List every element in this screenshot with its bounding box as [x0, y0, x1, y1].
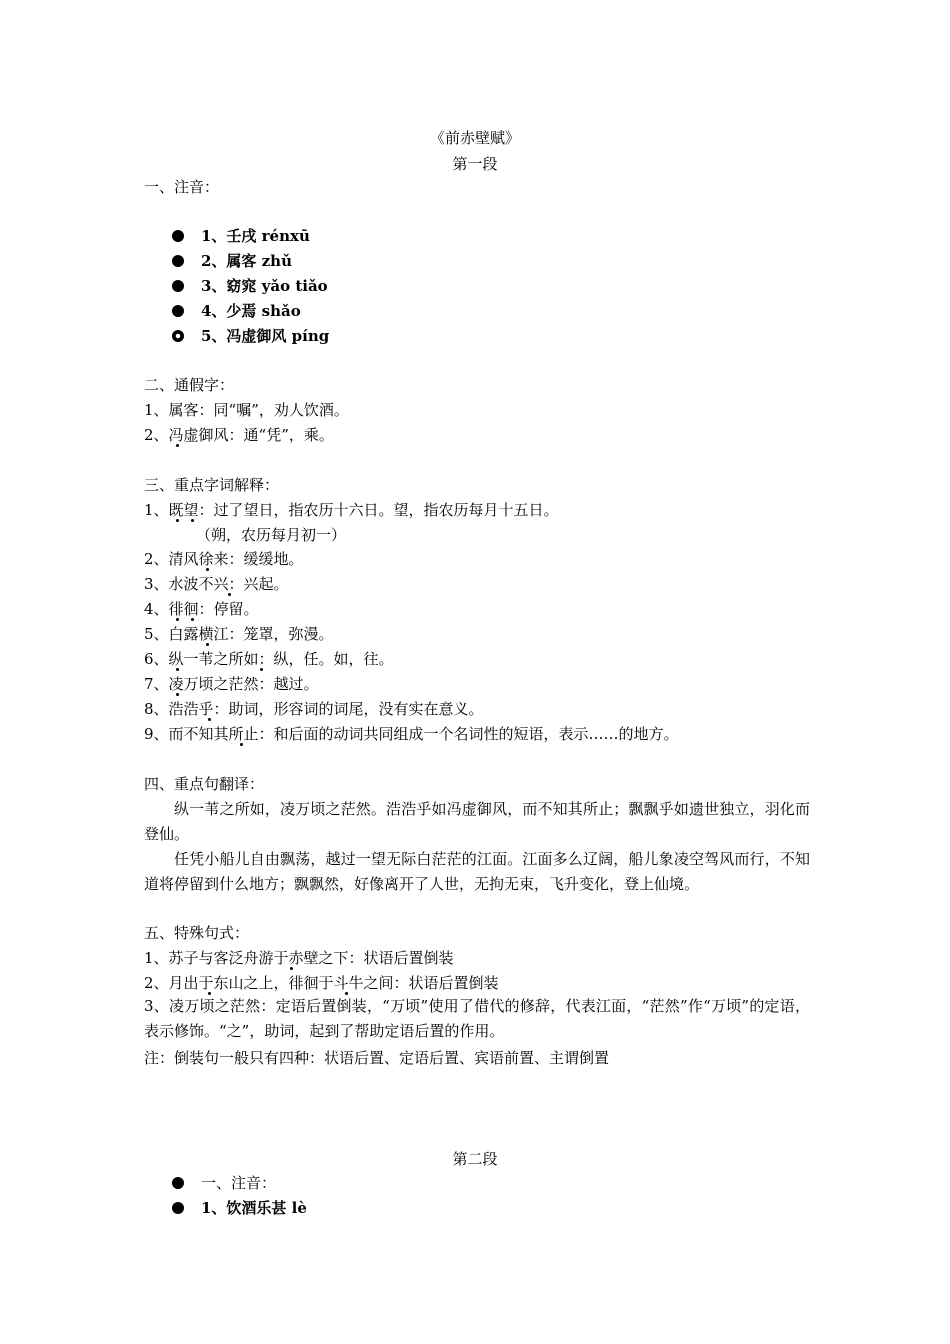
syntax-item: 2、月出于东山之上，徘徊于斗牛之间：状语后置倒装 — [144, 974, 499, 992]
key-word-item: 8、浩浩乎：助词，形容词的词尾，没有实在意义。 — [144, 700, 484, 718]
key-word-item: 5、白露横江：笼罩，弥漫。 — [144, 625, 334, 643]
modern-translation: 任凭小船儿自由飘荡，越过一望无际白茫茫的江面。江面多么辽阔，船儿象凌空驾风而行，不知道将停留到什么地方；飘飘然，好像离开了人世，无拘无束，飞升变化，登上仙境。 — [144, 850, 810, 893]
original-passage: 纵一苇之所如，凌万顷之茫然。浩浩乎如冯虚御风，而不知其所止；飘飘乎如遗世独立，羽化而登仙。 — [144, 800, 810, 843]
loanword-item: 2、冯虚御风：通“凭”，乘。 — [144, 426, 334, 444]
translation-label: 四、重点句翻译： — [144, 775, 265, 793]
key-word-item: 2、清风徐来：缓缓地。 — [144, 550, 304, 568]
emphasis-dot — [191, 519, 194, 522]
emphasis-dot — [206, 643, 209, 646]
loanword-item: 1、属客：同“嘱”，劝人饮酒。 — [144, 401, 349, 419]
emphasis-dot — [290, 967, 293, 970]
section2-item: 一、注音： — [172, 1173, 276, 1193]
bullet-icon — [172, 305, 184, 317]
key-word-item: 1、既望：过了望日，指农历十六日。望，指农历每月十五日。 — [144, 501, 559, 519]
section-heading-1: 第一段 — [452, 155, 498, 173]
emphasis-dot — [176, 693, 179, 696]
emphasis-dot — [176, 618, 179, 621]
emphasis-dot — [176, 519, 179, 522]
key-word-item: 9、而不知其所止：和后面的动词共同组成一个名词性的短语，表示……的地方。 — [144, 725, 679, 743]
emphasis-dot — [260, 668, 263, 671]
key-word-item: 4、徘徊：停留。 — [144, 600, 259, 618]
syntax-note: 注：倒装句一般只有四种：状语后置、定语后置、宾语前置、主谓倒置 — [144, 1049, 610, 1067]
pronunciation-item: 3、窈窕 yǎo tiǎo — [172, 276, 328, 296]
bullet-icon — [172, 230, 184, 242]
pronunciation-label: 一、注音： — [144, 178, 220, 196]
bullet-icon — [172, 1202, 184, 1214]
section-heading-2: 第二段 — [452, 1150, 498, 1168]
key-word-note: （朔，农历每月初一） — [196, 526, 347, 544]
bullet-icon — [172, 280, 184, 292]
pronunciation-item: 5、冯虚御风 píng — [172, 326, 329, 346]
key-word-item: 7、凌万顷之茫然：越过。 — [144, 675, 319, 693]
emphasis-dot — [191, 618, 194, 621]
syntax-item: 1、苏子与客泛舟游于赤壁之下：状语后置倒装 — [144, 949, 454, 967]
loanwords-label: 二、通假字： — [144, 376, 235, 394]
emphasis-dot — [176, 444, 179, 447]
emphasis-dot — [228, 593, 231, 596]
emphasis-dot — [176, 668, 179, 671]
emphasis-dot — [240, 743, 243, 746]
key-word-item: 6、纵一苇之所如：纵，任。如，往。 — [144, 650, 394, 668]
key-word-item: 3、水波不兴：兴起。 — [144, 575, 289, 593]
bullet-icon — [172, 330, 184, 342]
emphasis-dot — [206, 568, 209, 571]
syntax-label: 五、特殊句式： — [144, 924, 250, 942]
pronunciation-item: 2、属客 zhǔ — [172, 251, 292, 271]
emphasis-dot — [208, 718, 211, 721]
key-words-label: 三、重点字词解释： — [144, 476, 280, 494]
pronunciation-item: 4、少焉 shǎo — [172, 301, 301, 321]
pronunciation-item: 1、壬戌 rénxū — [172, 226, 310, 246]
section2-item: 1、饮酒乐甚 lè — [172, 1198, 307, 1218]
syntax-item: 3、凌万顷之茫然：定语后置倒装，“万顷”使用了借代的修辞，代表江面，“茫然”作“万顷”的定语，表示修饰。“之”，助词，起到了帮助定语后置的作用。 — [144, 997, 810, 1040]
document-title: 《前赤壁赋》 — [429, 129, 520, 147]
bullet-icon — [172, 255, 184, 267]
bullet-icon — [172, 1177, 184, 1189]
